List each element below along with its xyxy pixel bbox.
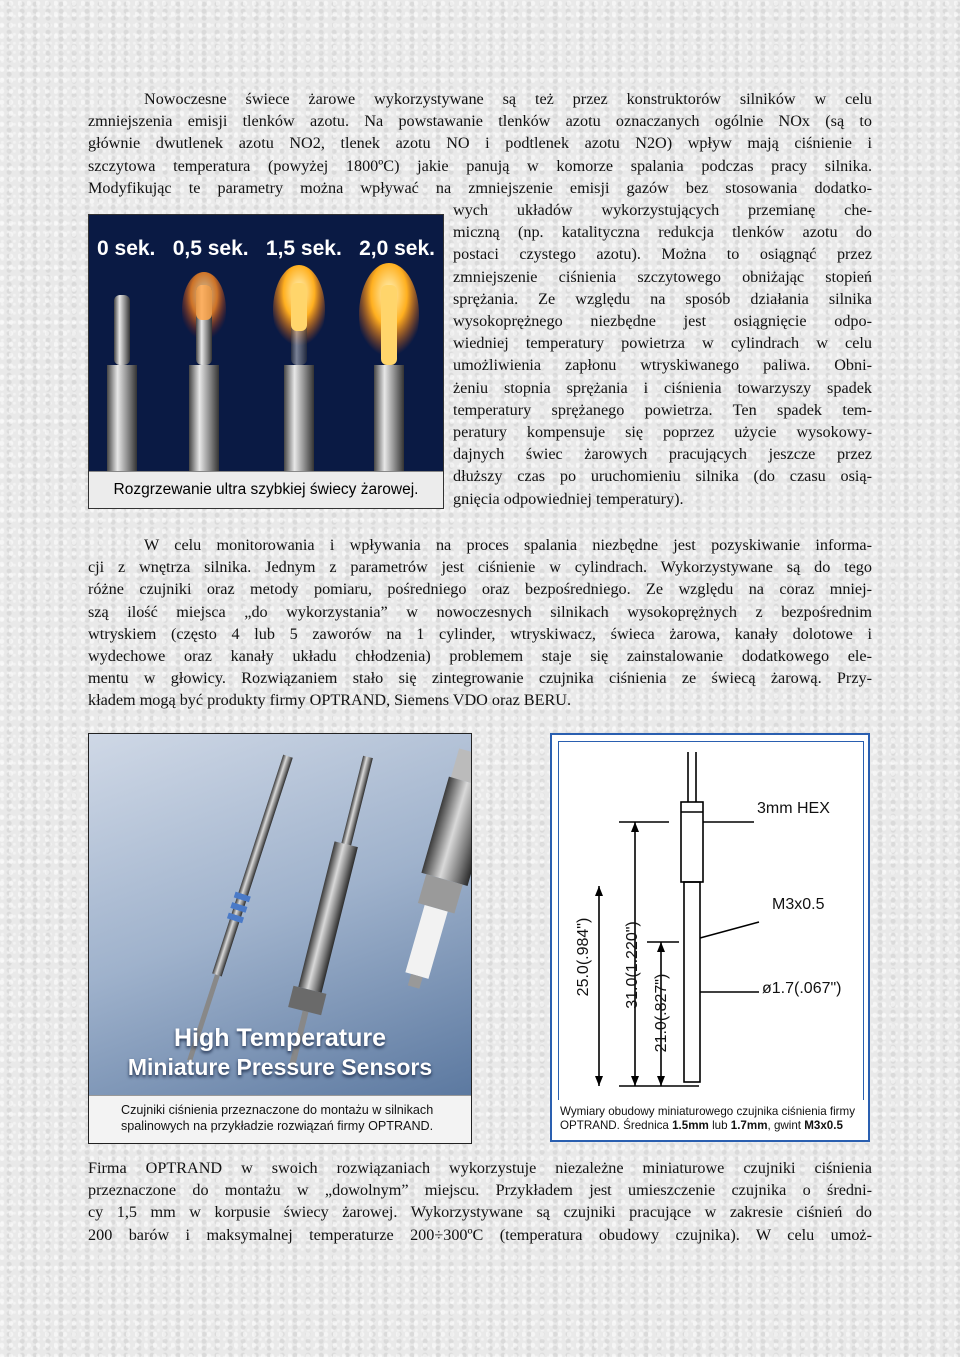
text-line: wydechowe oraz kanały układu chłodzenia) problemem staje się zainstalowanie dodatkowego ele- — [88, 647, 872, 666]
text-line: szą ilość miejsca „do wykorzystania” w nowoczesnych silnikach wysokoprężnych z bezpośrednim — [88, 602, 872, 621]
caption-bold: 1.5mm — [672, 1119, 709, 1132]
paragraph-column — [453, 199, 872, 510]
figure-sensor-dimensions — [550, 733, 870, 1142]
time-label: 0,5 sek. — [172, 237, 249, 260]
text-line: szczytowa temperatura (powyżej 1800ºC) jakie panują w komorze spalania podczas pracy silnika. — [88, 156, 872, 175]
text-line: peratury kompensuje się poprzez użycie wysokowy- — [453, 423, 872, 442]
text-line: mentu w głowicy. Rozwiązaniem stało się zintegrowanie czujnika ciśnienia ze świecą żarową. Przy- — [88, 669, 872, 688]
dimension-label: 21.0(.827") — [653, 973, 670, 1053]
text-line: 200 barów i maksymalnej temperaturze 200÷300ºC (temperatura obudowy czujnika). W celu umoż- — [88, 1225, 872, 1244]
text-line: W celu monitorowania i wpływania na proces spalania niezbędne jest pozyskiwanie informa- — [144, 536, 872, 554]
figure-optrand-sensors — [88, 733, 472, 1144]
glow-plug — [107, 295, 137, 472]
paragraph-pressure-sensors — [88, 534, 872, 712]
text-line: wiedniej temperatury powietrza w cylindrach w celu — [453, 334, 872, 353]
text-line: postaci czystego azotu). Można to osiągnąć przez — [453, 245, 872, 264]
text-line: cy 1,5 mm w korpusie świecy żarowej. Wykorzystywane są czujniki pracujące w zakresie ciśnień do — [88, 1203, 872, 1222]
text-line: przeznaczone do montażu w „dowolnym” miejscu. Przykładem jest umieszczenie czujnika o średni- — [88, 1181, 872, 1200]
text-line: dłuższy czas po uruchomieniu silnika (do czasu osią- — [453, 467, 872, 486]
paragraph-optrand — [88, 1157, 872, 1246]
figure-glow-plug-heating — [88, 214, 444, 509]
dimension-drawing — [559, 742, 863, 1102]
figure-caption — [89, 1095, 471, 1143]
glow-plug — [182, 272, 226, 472]
text-line: wych układów wykorzystujących przemianę che- — [453, 201, 872, 219]
text-line: miczną (np. katalityczna redukcja tlenków azotu do — [453, 223, 872, 242]
text-line: dajnych świec żarowych pracujących jeszcze przez — [453, 445, 872, 464]
text-line: gnięcia odpowiedniej temperatury). — [453, 489, 684, 508]
text-line: zmniejszenia emisji tlenków azotu. Na powstawanie tlenków azotu oznaczanych ogólnie NOx (są to — [88, 112, 872, 131]
caption-line — [560, 1119, 868, 1133]
text-line: głównie dwutlenek azotu NO2, tlenek azotu NO i podtlenek azotu N2O) wpływ mają ciśnienie i — [88, 134, 872, 153]
glow-plug — [359, 263, 419, 472]
caption-text: , gwint — [767, 1119, 805, 1132]
text-line: różne czujniki oraz metody pomiaru, pośredniego oraz bezpośredniego. Ze względu na coraz mniej- — [88, 580, 872, 599]
figure-caption — [552, 1100, 868, 1140]
diameter-label: ø1.7(.067") — [762, 980, 842, 997]
caption-line: Czujniki ciśnienia przeznaczone do montażu w silnikach — [121, 1103, 434, 1117]
time-label: 0 sek. — [97, 237, 156, 260]
dimension-label: 31.0(1.220") — [624, 921, 641, 1009]
paragraph-nox — [88, 88, 872, 199]
caption-bold: 1.7mm — [730, 1119, 768, 1132]
caption-text: OPTRAND. Średnica — [560, 1119, 673, 1132]
glow-plug — [273, 265, 325, 472]
text-line: zmniejszenie ciśnienia szczytowego obniżając stopień — [453, 267, 872, 286]
text-line: Nowoczesne świece żarowe wykorzystywane są też przez konstruktorów silników w celu — [144, 90, 872, 108]
caption-text: lub — [708, 1119, 731, 1132]
caption-line: Wymiary obudowy miniaturowego czujnika ciśnienia firmy — [560, 1105, 856, 1118]
glow-plugs-illustration — [89, 215, 443, 472]
figure-caption: Rozgrzewanie ultra szybkiej świecy żarowej. — [89, 471, 443, 508]
technical-drawing — [558, 741, 864, 1103]
sensors-title-line1: High Temperature — [173, 1024, 387, 1052]
text-line: temperatury sprężanego powietrza. Ten spadek tem- — [453, 400, 872, 419]
sensors-title-line2: Miniature Pressure Sensors — [127, 1054, 433, 1080]
text-line: wtryskiem (często 4 lub 5 zaworów na 1 cylinder, wtryskiwacz, świeca żarowa, kanały dolotowe i — [88, 624, 872, 643]
text-line: kładem mogą być produkty firmy OPTRAND, Siemens VDO oraz BERU. — [88, 691, 572, 710]
dimension-label: 25.0(.984") — [575, 917, 592, 997]
hex-label: 3mm HEX — [757, 800, 830, 817]
caption-bold: M3x0.5 — [804, 1119, 843, 1132]
text-line: umożliwienia zapłonu wtryskiwanego paliwa. Obni- — [453, 356, 872, 375]
text-line: żeniu stopnia sprężania i ciśnienia towarzyszy spadek — [453, 378, 872, 397]
time-label: 2,0 sek. — [359, 237, 435, 260]
text-line: sprężania. Ze względu na sposób działania silnika — [453, 289, 872, 308]
text-line: cji z wnętrza silnika. Jednym z parametrów jest ciśnienie w cylindrach. Wykorzystywane są do tego — [88, 558, 872, 577]
time-label: 1,5 sek. — [265, 237, 342, 260]
text-line: Firma OPTRAND w swoich rozwiązaniach wykorzystuje niezależne miniaturowe czujniki ciśnienia — [88, 1159, 872, 1177]
text-line: wysokoprężnego niezbędne jest osiągnięcie odpo- — [453, 312, 872, 331]
thread-label: M3x0.5 — [772, 896, 825, 913]
spark-plug-sensor — [391, 748, 471, 994]
caption-line: spalinowych na przykładzie rozwiązań firmy OPTRAND. — [121, 1119, 434, 1133]
probe-sensor — [182, 754, 296, 1063]
text-line: Modyfikując te parametry można wpływać na zmniejszenie emisji gazów bez stosowania dodatko- — [88, 178, 872, 197]
